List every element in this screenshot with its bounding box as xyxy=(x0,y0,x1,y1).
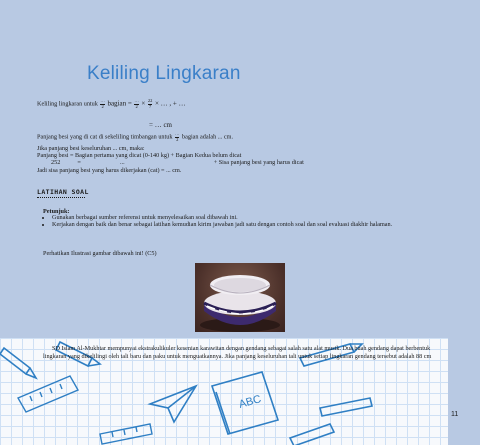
formula-tail: × … , + … xyxy=(154,99,186,108)
paper-plane-icon xyxy=(150,386,196,422)
instruction-list xyxy=(43,214,447,228)
section-heading: LATIHAN SOAL xyxy=(37,188,89,196)
page-title: Keliling Lingkaran xyxy=(87,63,241,84)
ruler-icon xyxy=(18,376,78,412)
times-sign: × xyxy=(141,99,146,108)
drum-icon xyxy=(195,263,285,332)
calc-eq: = xyxy=(77,159,81,166)
calc-line: Panjang besi = Bagian pertama yang dicat (0-140 kg) + Bagian Kedua belum dicat xyxy=(37,152,242,159)
question-paragraph: SD Islam Al-Mukhtar mempunyai ekstrakulikuler kesenian karawitan dengan gendang sebagai salah satu alat musik. Dua buah gendang dapat berbentuk lingkaran yang dikelilingi oleh tali baru dan paku untuk menguatkannya. Jika panjang keseluruhan tali untuk setiap lingkaran gendang tersebut adalah 88 cm xyxy=(43,345,432,360)
section-underline xyxy=(37,197,85,198)
formula-line xyxy=(37,99,186,109)
formula-result: = … cm xyxy=(149,121,172,129)
calc-a: 252 xyxy=(51,159,61,166)
drum-photo xyxy=(195,263,285,332)
fraction: $\frac{\dots}{2}$ xyxy=(134,98,139,109)
ruler-icon xyxy=(100,424,152,444)
petunjuk-label: Petunjuk: xyxy=(43,208,70,215)
jika-line: Jika panjang besi keseluruhan ... cm, maka: xyxy=(37,145,145,152)
formula-mid: bagian = xyxy=(107,99,132,108)
notebook-abc-icon xyxy=(212,372,278,434)
calc-values xyxy=(51,159,304,166)
fraction: $\frac{\dots}{2}$ xyxy=(100,98,105,109)
list-item: • Gunakan berbagai sumber referensi untuk menyelesaikan soal dibawah ini. xyxy=(52,214,447,221)
panjang-line: Panjang besi yang di cat di sekeliling timbangan untuk $\frac{\dots}{2}$ bagian adalah ... cm. xyxy=(37,131,234,142)
svg-text:ABC: ABC xyxy=(237,393,263,411)
fraction: $\frac{\dots}{2}$ xyxy=(174,131,180,142)
sisa-line: Jadi sisa panjang besi yang harus dikerjakan (cat) = ... cm. xyxy=(37,167,182,174)
instruction-line: Perhatikan Ilustrasi gambar dibawah ini! (C5) xyxy=(43,250,157,257)
formula-lead: Keliling lingkaran untuk xyxy=(37,100,98,108)
list-item: • Kerjakan dengan baik dan benar sebagai latihan kemudian kirim jawaban jadi satu dengan contoh soal dan soal evaluasi diakhir halaman. xyxy=(52,221,447,228)
calc-dots: ... xyxy=(119,159,125,166)
page-number: 11 xyxy=(451,411,459,418)
fraction: $\frac{22}{7}$ xyxy=(147,98,153,109)
calc-b: + Sisa panjang besi yang harus dicat xyxy=(213,159,304,166)
